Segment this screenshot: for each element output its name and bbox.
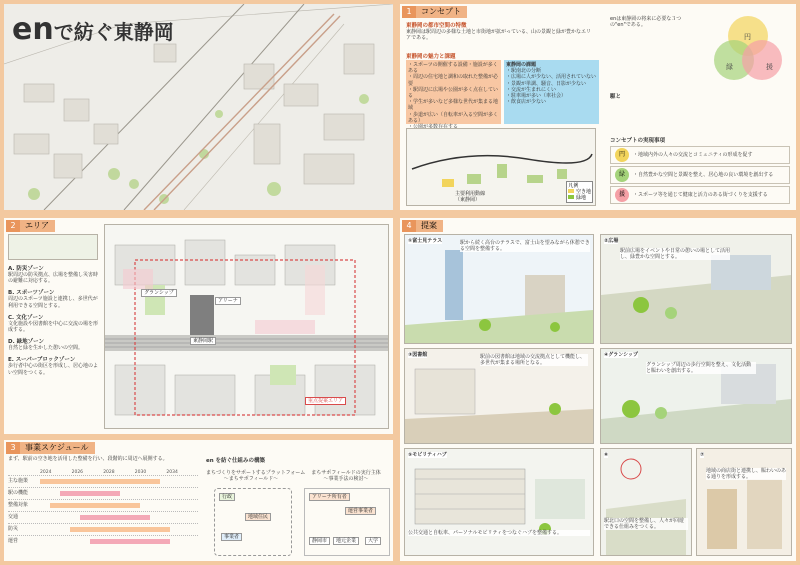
proposal-text: 地域の商店街と連携し、賑わいのある通りを形成する。 <box>706 468 787 481</box>
map-caption: 主要利用動線 （東静岡） <box>455 191 486 203</box>
concept-text: ・自然豊かな空間と景観を整え、居心地の良い環境を創出する <box>633 171 774 178</box>
proposal-label: ⑤モビリティハブ <box>408 452 447 458</box>
concept-label: 円 <box>615 148 629 162</box>
concept-row <box>610 166 790 184</box>
venn-label-circle: 円 <box>744 33 751 41</box>
area-map <box>406 128 596 206</box>
section-proposal <box>400 218 796 561</box>
proposal-label: ③図書館 <box>408 352 428 358</box>
proposal-label: ⑥ <box>604 452 609 458</box>
issue-item: ・広場に人が少ない、活用されていない <box>506 74 597 81</box>
year-row: 2024 2026 2028 2030 2034 <box>40 470 178 475</box>
row-label: 駅の機能 <box>8 490 29 497</box>
venn-label-green: 緑 <box>726 63 733 71</box>
section-header: 2 エリア <box>6 220 55 232</box>
row-label: 交通 <box>8 514 19 521</box>
proposal-label: ①富士見テラス <box>408 238 443 244</box>
issue-item: ・歩道が広い（自転車が入る空間が多くある） <box>408 111 499 124</box>
proposal-label: ④グランシップ <box>604 352 639 358</box>
title-rest: で紡ぐ東静岡 <box>53 20 174 44</box>
diagram1-title: まちづくりをサポートするプラットフォーム 〜まちサポフィールド〜 <box>206 470 306 483</box>
section-header: 3 事業スケジュール <box>6 442 95 454</box>
diagram2-title: まちサポフィールドの実行主体 〜事業手法の検討〜 <box>311 470 381 483</box>
sub-heading: 東静岡の都市空間の特徴 <box>406 23 467 29</box>
map-label: アリーナ <box>215 297 241 305</box>
sketch-drawing <box>697 449 791 555</box>
section-concept <box>400 4 796 210</box>
actor-diagram: アリーナ所有者 運営事業者 静岡市 地元企業 大学 <box>304 488 390 556</box>
mid-title: en を紡ぐ仕組みの構築 <box>206 458 266 464</box>
proposal-text: 公共交通と自転車、パーソナルモビリティをつなぐハブを整備する。 <box>408 530 590 536</box>
proposal-sketch-7 <box>696 448 792 556</box>
zone-name: A. 防災ゾーン <box>8 266 44 272</box>
schedule-intro: まず、駅前の空き地を活用した整備を行い、段階的に周辺へ展開する。 <box>8 456 168 462</box>
title-prefix: en <box>12 12 54 47</box>
issue-item: ・学生が多いなど多様な世代が集まる地域 <box>408 99 499 112</box>
issue-item: ・周辺の住宅地と調和の取れた整備が必要 <box>408 74 499 87</box>
zone-name: B. スポーツゾーン <box>8 290 55 297</box>
row-label: 整備対象 <box>8 502 29 509</box>
map-legend: 凡例 空き地 緑地 <box>568 183 591 201</box>
map-label: 東静岡駅 <box>190 337 216 345</box>
zone-list <box>8 264 100 376</box>
zone-desc: 周辺のスポーツ施設と連携し、多世代が利用できる空間とする。 <box>8 296 98 309</box>
zone-name: D. 緑地ゾーン <box>8 339 44 346</box>
issue-item: ・交流が生まれにくい <box>506 86 557 93</box>
platform-diagram: 行政 地域住民 事業者 <box>214 488 292 556</box>
proposal-label: ②広場 <box>604 238 619 244</box>
issues-left-box <box>406 60 501 124</box>
sub-heading: 東静岡の魅力と課題 <box>406 54 456 60</box>
title-panel <box>4 4 393 210</box>
concept-list <box>610 146 790 204</box>
area-plan <box>104 224 389 429</box>
issue-item: ・駅南北の分断 <box>506 68 542 75</box>
zone-desc: 自然と緑を生かした憩いの空間。 <box>8 345 84 352</box>
row-label: 防災 <box>8 526 19 533</box>
concept-intro: enは東静岡の将来に必要な３つの"en"である。 <box>610 16 682 29</box>
zone-desc: 歩行者中心の街区を形成し、居心地のよい空間をつくる。 <box>8 363 99 376</box>
concept-row <box>610 146 790 164</box>
concept-text: ・地域内外の人々の交流とコミュニティの形成を促す <box>633 151 753 158</box>
row-label: 主な施策 <box>8 478 29 485</box>
issue-item: ・景観が単調、騒音、日影が少ない <box>506 80 587 87</box>
proposal-sketch-5 <box>404 448 594 556</box>
zone-desc: 文化施設や図書館を中心に交流の場を形成する。 <box>8 320 99 334</box>
concept-label: 援 <box>615 188 629 202</box>
issue-item: ・駐車場が多い（車社会） <box>506 93 567 100</box>
proposal-text: 駅から続く高台のテラスで、富士山を望みながら休憩できる空間を整備する。 <box>460 240 590 253</box>
issue-item: ・飲食店が少ない <box>506 99 547 106</box>
row-label: 運営 <box>8 538 19 545</box>
section-header: 1 コンセプト <box>402 6 467 18</box>
concept-row <box>610 186 790 204</box>
map-label: グランシップ <box>141 289 177 297</box>
sketch-drawing <box>601 449 691 555</box>
proposal-text: グランシップ周辺の歩行空間を整え、文化活動と賑わいを創出する。 <box>646 362 756 374</box>
section-area <box>4 218 393 434</box>
zone-name: C. 文化ゾーン <box>8 314 44 321</box>
concept-text: ・スポーツ等を通じて健康と活力のある街づくりを支援する <box>633 191 768 198</box>
sub-heading: 駆と <box>610 94 622 100</box>
proposal-text: 駅北口の空間を整備し、人々が回遊できる仕組みをつくる。 <box>604 518 688 530</box>
venn-diagram <box>708 14 788 84</box>
concept-label: 緑 <box>615 168 629 182</box>
proposal-label: ⑦ <box>700 452 705 458</box>
section-header: 4 提案 <box>402 220 443 232</box>
proposal-text: 駅前の図書館は地域の交流拠点として機能し、多世代が集まる場所となる。 <box>480 354 588 366</box>
intro-text: 東静岡は駅周辺の多様な土地と市街地が拡がっている、山の景観と緑が豊かなエリアである。 <box>406 29 592 42</box>
concept-title: コンセプトの実現事項 <box>610 138 666 144</box>
mini-map <box>8 234 98 260</box>
proposal-sketch-6 <box>600 448 692 556</box>
map-label: 重点提案エリア <box>305 397 346 405</box>
venn-label-support: 援 <box>766 63 773 71</box>
section-schedule <box>4 440 393 561</box>
issues-right-title: 東静岡の課題 <box>506 62 537 68</box>
issues-right-box <box>504 60 599 124</box>
zone-name: E. スーパーブロックゾーン <box>8 357 76 364</box>
schedule-table <box>8 470 198 558</box>
sketch-drawing <box>405 449 593 555</box>
issue-item: ・駅周辺に広場や公園が多く点在している <box>408 86 499 100</box>
page-title <box>12 12 174 47</box>
issue-item: ・スポーツの開催する設備・施設が多くある <box>408 62 498 75</box>
zone-desc: 駅周辺の防災拠点、広場を整備し災害時の避難に対応する。 <box>8 272 99 285</box>
proposal-text: 駅前広場をイベントや日常の憩いの場として活用し、緑豊かな空間とする。 <box>620 248 731 261</box>
